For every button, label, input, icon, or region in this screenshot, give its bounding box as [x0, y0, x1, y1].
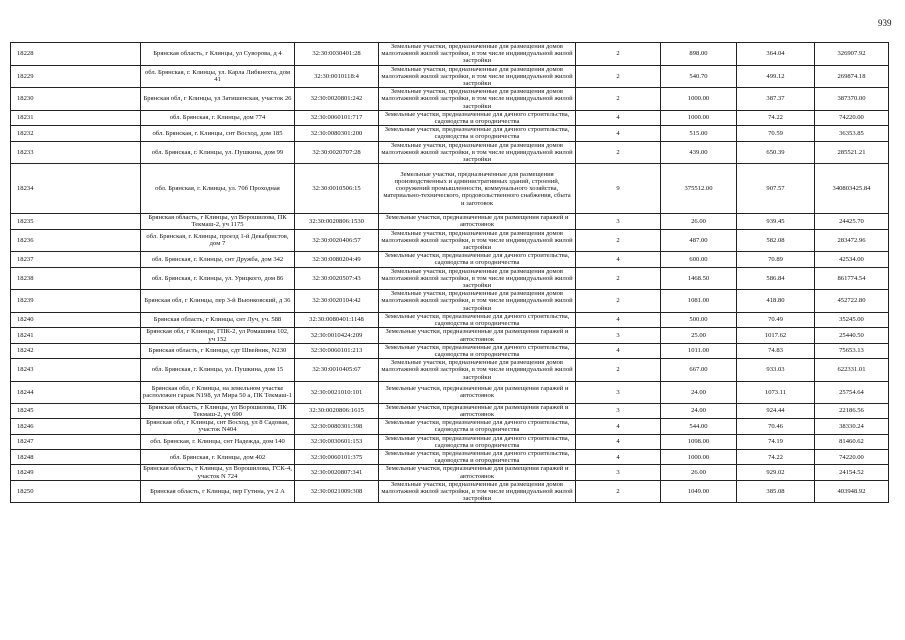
row-id: 18228 [11, 43, 141, 66]
row-rate: 385.08 [737, 480, 815, 503]
row-rate: 907.57 [737, 164, 815, 214]
row-area: 898.00 [661, 43, 737, 66]
row-area: 1011.00 [661, 343, 737, 358]
row-id: 18248 [11, 449, 141, 464]
row-area: 26.00 [661, 214, 737, 229]
row-group: 4 [576, 252, 661, 267]
row-rate: 74.19 [737, 434, 815, 449]
table-row [11, 465, 889, 480]
row-group: 2 [576, 141, 661, 164]
row-id: 18230 [11, 88, 141, 111]
table-row [11, 480, 889, 503]
row-cadastral-number: 32:30:0080401:1148 [295, 312, 379, 327]
row-group: 2 [576, 43, 661, 66]
row-address: Брянская обл, г Клинцы, ГПК-2, ул Ромашина 102, уч 152 [141, 328, 295, 343]
row-land-purpose: Земельные участки, предназначенные для размещения домов малоэтажной жилой застройки, в том числе индивидуальной жилой застройки [379, 88, 576, 111]
row-group: 2 [576, 267, 661, 290]
row-land-purpose: Земельные участки, предназначенные для размещения гаражей и автостоянок [379, 465, 576, 480]
row-address: обл. Брянская, г. Клинцы, проезд 1-й Декабристов, дом 7 [141, 229, 295, 252]
row-id: 18240 [11, 312, 141, 327]
row-cadastral-value: 452722.80 [815, 290, 889, 313]
row-cadastral-value: 24425.70 [815, 214, 889, 229]
table-row [11, 449, 889, 464]
row-rate: 586.84 [737, 267, 815, 290]
table-row [11, 65, 889, 88]
row-address: Брянская обл, г Клинцы, ул Затишенская, участок 26 [141, 88, 295, 111]
row-cadastral-number: 32:30:0020806:1530 [295, 214, 379, 229]
row-area: 667.00 [661, 359, 737, 382]
row-group: 4 [576, 126, 661, 141]
row-cadastral-value: 387370.00 [815, 88, 889, 111]
row-land-purpose: Земельные участки, предназначенные для размещения домов малоэтажной жилой застройки, в том числе индивидуальной жилой застройки [379, 267, 576, 290]
row-land-purpose: Земельные участки, предназначенные для размещения домов малоэтажной жилой застройки, в том числе индивидуальной жилой застройки [379, 43, 576, 66]
row-group: 2 [576, 290, 661, 313]
table-row [11, 214, 889, 229]
table-row [11, 328, 889, 343]
table-row [11, 164, 889, 214]
table-row [11, 403, 889, 418]
row-cadastral-number: 32:30:0020707:28 [295, 141, 379, 164]
row-cadastral-value: 269874.18 [815, 65, 889, 88]
table-row [11, 110, 889, 125]
row-id: 18233 [11, 141, 141, 164]
row-cadastral-value: 340803425.84 [815, 164, 889, 214]
row-land-purpose: Земельные участки, предназначенные для дачного строительства, садоводства и огородничества [379, 312, 576, 327]
row-area: 1000.00 [661, 449, 737, 464]
row-address: Брянская область, г Клинцы, пер Гутина, уч 2 А [141, 480, 295, 503]
row-area: 439.00 [661, 141, 737, 164]
row-land-purpose: Земельные участки, предназначенные для размещения гаражей и автостоянок [379, 214, 576, 229]
row-area: 515.00 [661, 126, 737, 141]
row-land-purpose: Земельные участки, предназначенные для размещения гаражей и автостоянок [379, 403, 576, 418]
row-id: 18243 [11, 359, 141, 382]
row-cadastral-value: 861774.54 [815, 267, 889, 290]
row-address: обл. Брянская, г. Клинцы, снт Надежда, дом 140 [141, 434, 295, 449]
row-cadastral-number: 32:30:0060101:213 [295, 343, 379, 358]
row-group: 3 [576, 214, 661, 229]
table-row [11, 126, 889, 141]
row-land-purpose: Земельные участки, предназначенные для дачного строительства, садоводства и огородничества [379, 110, 576, 125]
row-cadastral-number: 32:30:0080301:398 [295, 419, 379, 434]
row-land-purpose: Земельные участки, предназначенные для размещения домов малоэтажной жилой застройки, в том числе индивидуальной жилой застройки [379, 480, 576, 503]
row-id: 18239 [11, 290, 141, 313]
row-id: 18245 [11, 403, 141, 418]
row-land-purpose: Земельные участки, предназначенные для дачного строительства, садоводства и огородничества [379, 252, 576, 267]
row-area: 24.00 [661, 381, 737, 403]
row-cadastral-value: 622331.01 [815, 359, 889, 382]
row-id: 18246 [11, 419, 141, 434]
row-cadastral-value: 25440.50 [815, 328, 889, 343]
row-cadastral-number: 32:30:0020406:57 [295, 229, 379, 252]
row-land-purpose: Земельные участки, предназначенные для размещения домов малоэтажной жилой застройки, в том числе индивидуальной жилой застройки [379, 141, 576, 164]
row-id: 18237 [11, 252, 141, 267]
row-cadastral-value: 75653.13 [815, 343, 889, 358]
row-cadastral-number: 32:30:0030601:153 [295, 434, 379, 449]
row-address: Брянская область, г Клинцы, ул Ворошилова, ПК Текмаш-2, уч 1175 [141, 214, 295, 229]
row-area: 25.00 [661, 328, 737, 343]
row-land-purpose: Земельные участки, предназначенные для размещения домов малоэтажной жилой застройки, в том числе индивидуальной жилой застройки [379, 65, 576, 88]
row-area: 1000.00 [661, 88, 737, 111]
row-cadastral-value: 74220.00 [815, 110, 889, 125]
row-rate: 499.12 [737, 65, 815, 88]
row-group: 3 [576, 465, 661, 480]
row-rate: 1073.11 [737, 381, 815, 403]
row-area: 1098.00 [661, 434, 737, 449]
row-address: обл. Брянская, г. Клинцы, снт Восход, дом 185 [141, 126, 295, 141]
row-cadastral-number: 32:30:0020807:341 [295, 465, 379, 480]
row-land-purpose: Земельные участки, предназначенные для дачного строительства, садоводства и огородничества [379, 449, 576, 464]
row-cadastral-value: 25754.64 [815, 381, 889, 403]
row-cadastral-number: 32:30:0080204:49 [295, 252, 379, 267]
row-rate: 1017.62 [737, 328, 815, 343]
row-group: 3 [576, 381, 661, 403]
row-area: 24.00 [661, 403, 737, 418]
table-body [11, 43, 889, 503]
row-cadastral-value: 42534.00 [815, 252, 889, 267]
row-cadastral-value: 81460.62 [815, 434, 889, 449]
row-area: 544.00 [661, 419, 737, 434]
row-rate: 924.44 [737, 403, 815, 418]
row-area: 540.70 [661, 65, 737, 88]
row-cadastral-number: 32:30:0060101:717 [295, 110, 379, 125]
row-rate: 650.39 [737, 141, 815, 164]
row-id: 18247 [11, 434, 141, 449]
row-rate: 70.46 [737, 419, 815, 434]
row-area: 1049.00 [661, 480, 737, 503]
row-cadastral-number: 32:30:0020507:43 [295, 267, 379, 290]
row-address: обл. Брянская, г. Клинцы, дом 402 [141, 449, 295, 464]
row-id: 18249 [11, 465, 141, 480]
row-rate: 74.22 [737, 449, 815, 464]
row-cadastral-value: 326907.92 [815, 43, 889, 66]
row-area: 500.00 [661, 312, 737, 327]
row-id: 18229 [11, 65, 141, 88]
row-address: обл. Брянская, г. Клинцы, снт Дружба, дом 342 [141, 252, 295, 267]
land-registry-table [10, 42, 889, 503]
row-group: 2 [576, 65, 661, 88]
row-cadastral-value: 22186.56 [815, 403, 889, 418]
row-address: Брянская область, г Клинцы, снт Луч, уч. 588 [141, 312, 295, 327]
row-rate: 364.04 [737, 43, 815, 66]
row-address: Брянская область, г Клинцы, сдт Швейник, N230 [141, 343, 295, 358]
row-cadastral-number: 32:30:0021010:101 [295, 381, 379, 403]
row-group: 4 [576, 110, 661, 125]
row-cadastral-number: 32:30:0080301:200 [295, 126, 379, 141]
row-id: 18244 [11, 381, 141, 403]
row-cadastral-value: 74220.00 [815, 449, 889, 464]
row-area: 26.00 [661, 465, 737, 480]
row-land-purpose: Земельные участки, предназначенные для размещения производственных и административных зданий, строений, сооружений промышленности, коммунального хозяйства, материально-технического, продовольственного снабжения, сбыта и заготовок [379, 164, 576, 214]
row-group: 9 [576, 164, 661, 214]
row-id: 18236 [11, 229, 141, 252]
table-row [11, 141, 889, 164]
row-address: обл. Брянская, г. Клинцы, ул. Пушкина, дом 15 [141, 359, 295, 382]
row-rate: 70.49 [737, 312, 815, 327]
row-land-purpose: Земельные участки, предназначенные для дачного строительства, садоводства и огородничества [379, 419, 576, 434]
row-land-purpose: Земельные участки, предназначенные для размещения домов малоэтажной жилой застройки, в том числе индивидуальной жилой застройки [379, 359, 576, 382]
row-id: 18238 [11, 267, 141, 290]
row-cadastral-value: 35245.00 [815, 312, 889, 327]
table-row [11, 88, 889, 111]
row-cadastral-number: 32:30:0020806:1615 [295, 403, 379, 418]
row-group: 2 [576, 359, 661, 382]
row-area: 1468.50 [661, 267, 737, 290]
row-land-purpose: Земельные участки, предназначенные для дачного строительства, садоводства и огородничества [379, 343, 576, 358]
table-row [11, 343, 889, 358]
row-cadastral-number: 32:30:0020104:42 [295, 290, 379, 313]
table-row [11, 359, 889, 382]
row-land-purpose: Земельные участки, предназначенные для дачного строительства, садоводства и огородничества [379, 434, 576, 449]
row-id: 18235 [11, 214, 141, 229]
row-id: 18234 [11, 164, 141, 214]
row-cadastral-value: 38330.24 [815, 419, 889, 434]
row-id: 18241 [11, 328, 141, 343]
row-group: 4 [576, 343, 661, 358]
row-land-purpose: Земельные участки, предназначенные для размещения домов малоэтажной жилой застройки, в том числе индивидуальной жилой застройки [379, 290, 576, 313]
row-id: 18231 [11, 110, 141, 125]
row-rate: 70.89 [737, 252, 815, 267]
row-land-purpose: Земельные участки, предназначенные для размещения гаражей и автостоянок [379, 381, 576, 403]
table-row [11, 43, 889, 66]
row-id: 18242 [11, 343, 141, 358]
row-group: 2 [576, 480, 661, 503]
row-rate: 929.02 [737, 465, 815, 480]
row-rate: 70.59 [737, 126, 815, 141]
row-land-purpose: Земельные участки, предназначенные для дачного строительства, садоводства и огородничества [379, 126, 576, 141]
row-cadastral-value: 403948.92 [815, 480, 889, 503]
row-cadastral-value: 24154.52 [815, 465, 889, 480]
row-rate: 74.22 [737, 110, 815, 125]
row-address: обл. Брянская, г. Клинцы, ул. 70б Проходная [141, 164, 295, 214]
row-id: 18232 [11, 126, 141, 141]
row-area: 1000.00 [661, 110, 737, 125]
table-row [11, 252, 889, 267]
row-cadastral-value: 36353.85 [815, 126, 889, 141]
row-address: обл. Брянская, г. Клинцы, ул. Карла Либкнехта, дом 41 [141, 65, 295, 88]
row-address: обл. Брянская, г. Клинцы, дом 774 [141, 110, 295, 125]
row-cadastral-number: 32:30:0010506:15 [295, 164, 379, 214]
row-address: Брянская область, г Клинцы, ул Ворошилова, ПК Текмаш-2, уч 690 [141, 403, 295, 418]
row-cadastral-number: 32:30:0010118:4 [295, 65, 379, 88]
row-cadastral-number: 32:30:0010424:209 [295, 328, 379, 343]
row-area: 600.00 [661, 252, 737, 267]
row-area: 487.00 [661, 229, 737, 252]
row-address: Брянская область, г Клинцы, ул Суворова, д 4 [141, 43, 295, 66]
row-area: 1081.00 [661, 290, 737, 313]
page-number: 939 [878, 18, 892, 28]
row-group: 4 [576, 419, 661, 434]
row-cadastral-number: 32:30:0010405:67 [295, 359, 379, 382]
row-group: 4 [576, 434, 661, 449]
row-cadastral-number: 32:30:0020801:242 [295, 88, 379, 111]
row-land-purpose: Земельные участки, предназначенные для размещения гаражей и автостоянок [379, 328, 576, 343]
row-group: 4 [576, 312, 661, 327]
row-address: обл. Брянская, г. Клинцы, ул. Пушкина, дом 99 [141, 141, 295, 164]
row-area: 375512.00 [661, 164, 737, 214]
row-address: обл. Брянская, г. Клинцы, ул. Урицкого, дом 86 [141, 267, 295, 290]
row-group: 4 [576, 449, 661, 464]
row-id: 18250 [11, 480, 141, 503]
row-rate: 582.08 [737, 229, 815, 252]
row-rate: 387.37 [737, 88, 815, 111]
row-address: Брянская обл, г Клинцы, на земельном участке расположен гараж N198, ул Мира 50 а, ПК Текмаш-1 [141, 381, 295, 403]
table-row [11, 419, 889, 434]
row-rate: 418.80 [737, 290, 815, 313]
row-rate: 74.83 [737, 343, 815, 358]
row-cadastral-number: 32:30:0060101:375 [295, 449, 379, 464]
row-cadastral-value: 283472.96 [815, 229, 889, 252]
row-cadastral-number: 32:30:0021009:308 [295, 480, 379, 503]
row-land-purpose: Земельные участки, предназначенные для размещения домов малоэтажной жилой застройки, в том числе индивидуальной жилой застройки [379, 229, 576, 252]
row-group: 3 [576, 403, 661, 418]
row-cadastral-number: 32:30:0030401:28 [295, 43, 379, 66]
table-row [11, 312, 889, 327]
table-row [11, 434, 889, 449]
table-row [11, 267, 889, 290]
table-row [11, 229, 889, 252]
row-cadastral-value: 285521.21 [815, 141, 889, 164]
row-group: 2 [576, 88, 661, 111]
table-row [11, 290, 889, 313]
row-group: 2 [576, 229, 661, 252]
row-rate: 939.45 [737, 214, 815, 229]
row-address: Брянская область, г Клинцы, ул Ворошилова, ГСК-4, участок N 724 [141, 465, 295, 480]
row-address: Брянская обл, г Клинцы, пер 3-й Вьюнковский, д 36 [141, 290, 295, 313]
row-group: 3 [576, 328, 661, 343]
row-rate: 933.03 [737, 359, 815, 382]
table-row [11, 381, 889, 403]
row-address: Брянская обл, г Клинцы, снт Восход, ул 8 Садовая, участок N404 [141, 419, 295, 434]
